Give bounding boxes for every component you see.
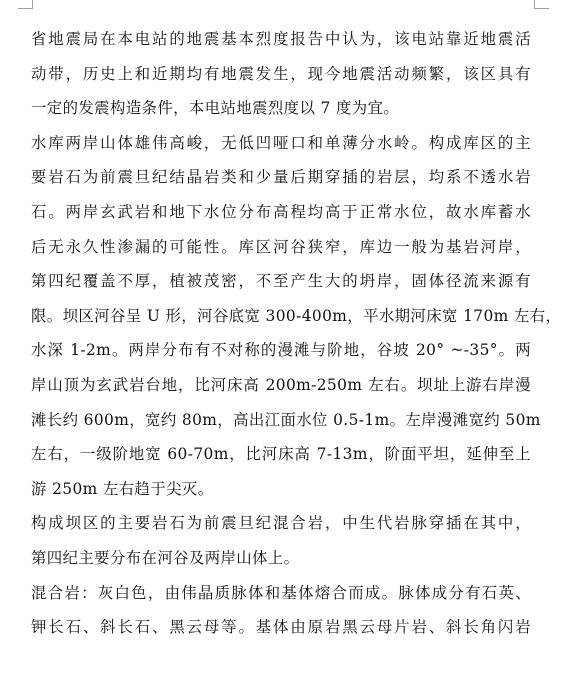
text-line: 水库两岸山体雄伟高峻，无低凹哑口和单薄分水岭。构成库区的主 (31, 133, 531, 152)
paragraph-dam-rock (31, 506, 531, 575)
text-line: 水深 1-2m。两岸分布有不对称的漫滩与阶地，谷坡 20° ~-35°。两 (31, 341, 531, 360)
text-line: 构成坝区的主要岩石为前震旦纪混合岩，中生代岩脉穿插在其中， (31, 514, 531, 533)
text-line: 游 250m 左右趋于尖灭。 (31, 479, 214, 498)
page-corner-mark-left (18, 0, 33, 9)
paragraph-migmatite (31, 576, 531, 645)
text-line: 岸山顶为玄武岩台地，比河床高 200m-250m 左右。坝址上游右岸漫 (31, 375, 531, 394)
text-line: 一定的发震构造条件，本电站地震烈度以 7 度为宜。 (31, 99, 400, 118)
page-corner-mark-right (534, 0, 549, 9)
text-line: 石。两岸玄武岩和地下水位分布高程均高于正常水位，故水库蓄水 (31, 202, 531, 221)
text-line: 省地震局在本电站的地震基本烈度报告中认为，该电站靠近地震活 (31, 30, 531, 48)
text-line: 后无永久性渗漏的可能性。库区河谷狭窄，库边一般为基岩河岸， (31, 237, 531, 256)
text-line: 滩长约 600m，宽约 80m，高出江面水位 0.5-1m。左岸漫滩宽约 50m (31, 410, 541, 429)
text-line: 要岩石为前震旦纪结晶岩类和少量后期穿插的岩层，均系不透水岩 (31, 168, 531, 187)
text-line: 左右，一级阶地宽 60-70m，比河床高 7-13m，阶面平坦，延伸至上 (31, 445, 531, 464)
text-line: 第四纪覆盖不厚，植被茂密，不至产生大的坍岸，固体径流来源有 (31, 272, 531, 291)
text-line: 限。坝区河谷呈 U 形，河谷底宽 300-400m，平水期河床宽 170m 左右， (31, 306, 562, 325)
paragraph-reservoir-geology (31, 126, 562, 507)
text-line: 混合岩：灰白色，由伟晶质脉体和基体熔合而成。脉体成分有石英、 (31, 583, 531, 602)
text-line: 第四纪主要分布在河谷及两岸山体上。 (31, 548, 300, 567)
text-line: 钾长石、斜长石、黑云母等。基体由原岩黑云母片岩、斜长角闪岩 (31, 618, 531, 637)
paragraph-seismic-intensity (31, 22, 531, 126)
text-line: 动带，历史上和近期均有地震发生，现今地震活动频繁，该区具有 (31, 64, 531, 83)
document-page (31, 22, 562, 645)
